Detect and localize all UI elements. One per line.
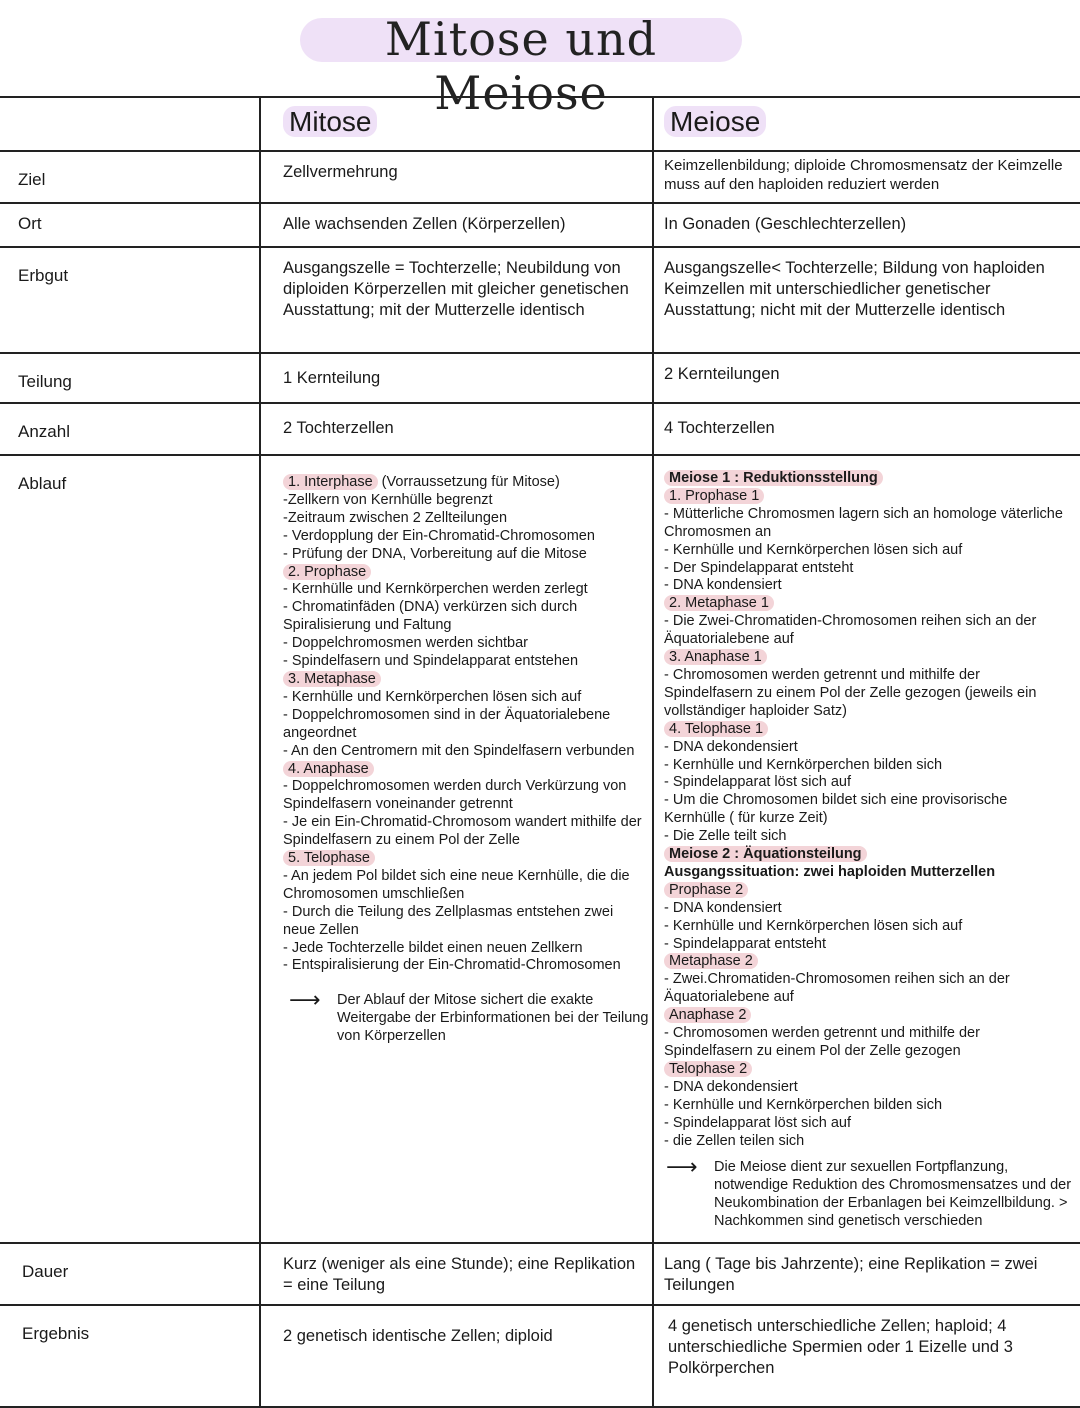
- row-teilung: [0, 353, 1080, 403]
- step-text: -Zeitraum zwischen 2 Zellteilungen: [283, 509, 508, 526]
- step-heading: [283, 850, 644, 868]
- meiose-cell: In Gonaden (Geschlechterzellen): [664, 215, 907, 233]
- step-line: [283, 904, 644, 940]
- step-text: - Kernhülle und Kernkörperchen lösen sich auf: [283, 688, 582, 705]
- comparison-table: [0, 96, 1080, 1408]
- step-text: - DNA dekondensiert: [664, 1078, 798, 1095]
- step-text: - Doppelchromosomen werden durch Verkürzung von Spindelfasern voneinander getrennt: [283, 778, 627, 813]
- row-label: Dauer: [22, 1262, 69, 1281]
- step-line: [664, 900, 1072, 918]
- arrow-right-icon: ⟶: [289, 987, 321, 1013]
- step-line: [283, 814, 644, 850]
- mitose-conclusion: [261, 987, 652, 1045]
- step-line: [283, 528, 644, 546]
- step-line: [664, 918, 1072, 936]
- mitose-cell: Zellvermehrung: [283, 163, 398, 181]
- step-text: - Mütterliche Chromosmen lagern sich an homologe väterliche Chromosmen an: [664, 505, 1063, 540]
- step-line: [664, 936, 1072, 954]
- step-heading: [664, 470, 1072, 488]
- phase-highlight: 2. Metaphase 1: [664, 595, 774, 611]
- mitose-cell: Alle wachsenden Zellen (Körperzellen): [283, 215, 566, 233]
- step-text: - Kernhülle und Kernkörperchen bilden sich: [664, 756, 943, 773]
- step-line: [664, 971, 1072, 1007]
- step-text: (Vorraussetzung für Mitose): [377, 474, 560, 490]
- step-line: [664, 1115, 1072, 1133]
- step-line: [664, 1133, 1072, 1151]
- mitose-cell: Ausgangszelle = Tochterzelle; Neubildung von diploiden Körperzellen mit gleicher genetischen Ausstattung; mit der Mutterzelle identisch: [283, 259, 629, 319]
- meiose-cell: 4 genetisch unterschiedliche Zellen; haploid; 4 unterschiedliche Spermien oder 1 Eizelle und 3 Polkörperchen: [668, 1317, 1013, 1377]
- mitose-cell: Kurz (weniger als eine Stunde); eine Replikation = eine Teilung: [283, 1255, 636, 1294]
- step-heading: [664, 1061, 1072, 1079]
- step-text: - DNA kondensiert: [664, 899, 782, 916]
- step-line: [664, 792, 1072, 828]
- step-line: [664, 613, 1072, 649]
- phase-highlight: 4. Anaphase: [283, 761, 374, 777]
- phase-highlight: Prophase 2: [664, 882, 748, 898]
- step-line: [283, 957, 644, 975]
- step-text: - Spindelapparat löst sich auf: [664, 774, 851, 791]
- phase-highlight: 1. Interphase: [283, 474, 378, 490]
- step-text: - Spindelapparat entsteht: [664, 935, 827, 952]
- row-label: Ergebnis: [22, 1324, 90, 1343]
- step-text: - Jede Tochterzelle bildet einen neuen Zellkern: [283, 939, 583, 956]
- mitose-cell: 1 Kernteilung: [283, 369, 381, 387]
- mitose-cell: 2 Tochterzellen: [283, 419, 394, 437]
- meiose-conclusion: [654, 1154, 1080, 1230]
- step-text: - Doppelchromosmen werden sichtbar: [283, 635, 528, 652]
- row-label: Anzahl: [18, 422, 70, 441]
- meiose-conclusion-text: Die Meiose dient zur sexuellen Fortpflanzung, notwendige Reduktion des Chromosmensatzes und der Neukombination der Erbanlagen bei Keimzellbildung. > Nachkommen sind genetisch verschieden: [714, 1159, 1072, 1230]
- row-ergebnis: [0, 1305, 1080, 1407]
- row-label: Ort: [18, 214, 42, 233]
- step-heading: [664, 595, 1072, 613]
- step-line: [283, 653, 644, 671]
- step-line: [283, 778, 644, 814]
- step-line: [283, 743, 644, 761]
- phase-highlight: 1. Prophase 1: [664, 488, 764, 504]
- step-line: [664, 1097, 1072, 1115]
- step-line: [283, 868, 644, 904]
- step-text: - Kernhülle und Kernkörperchen lösen sich auf: [664, 541, 963, 558]
- row-ablauf: [0, 455, 1080, 1243]
- step-line: [664, 739, 1072, 757]
- step-heading: [283, 761, 644, 779]
- meiose-cell: Ausgangszelle< Tochterzelle; Bildung von haploiden Keimzellen mit unterschiedlicher genetischer Ausstattung; nicht mit der Mutterzelle identisch: [664, 259, 1045, 319]
- meiose-cell: 2 Kernteilungen: [664, 365, 780, 383]
- step-line: [283, 581, 644, 599]
- phase-highlight: 4. Telophase 1: [664, 721, 768, 737]
- step-heading: [664, 721, 1072, 739]
- row-label: Teilung: [18, 372, 72, 391]
- step-heading: [664, 846, 1072, 864]
- step-text: -Zellkern von Kernhülle begrenzt: [283, 491, 493, 508]
- step-line: [664, 577, 1072, 595]
- step-text: - Spindelapparat löst sich auf: [664, 1114, 851, 1131]
- mitose-conclusion-text: Der Ablauf der Mitose sichert die exakte Weitergabe der Erbinformationen bei der Teilung von Körperzellen: [337, 992, 649, 1045]
- step-line: [283, 635, 644, 653]
- step-line: [664, 774, 1072, 792]
- phase-highlight: Metaphase 2: [664, 953, 758, 969]
- row-ziel: [0, 151, 1080, 203]
- phase-highlight: 3. Anaphase 1: [664, 649, 767, 665]
- step-heading: [283, 474, 644, 492]
- step-heading: [664, 649, 1072, 667]
- step-line: [283, 940, 644, 958]
- step-line: [664, 1025, 1072, 1061]
- step-text: - Kernhülle und Kernkörperchen bilden sich: [664, 1096, 943, 1113]
- step-text: - Durch die Teilung des Zellplasmas entstehen zwei neue Zellen: [283, 903, 614, 938]
- step-line: [283, 546, 644, 564]
- step-text: - DNA dekondensiert: [664, 738, 798, 755]
- mitose-steps: [261, 456, 652, 983]
- phase-highlight: 3. Metaphase: [283, 671, 381, 687]
- step-heading: [283, 564, 644, 582]
- step-text: - Die Zwei-Chromatiden-Chromosomen reihen sich an der Äquatorialebene auf: [664, 613, 1037, 648]
- step-text: - Der Spindelapparat entsteht: [664, 559, 854, 576]
- step-text: - An jedem Pol bildet sich eine neue Kernhülle, die die Chromosomen umschließen: [283, 867, 630, 902]
- arrow-right-icon: ⟶: [666, 1154, 698, 1180]
- meiose-cell: Keimzellenbildung; diploide Chromosmensatz der Keimzelle muss auf den haploiden reduziert werden: [664, 157, 1063, 193]
- phase-highlight: Telophase 2: [664, 1061, 752, 1077]
- step-line: [283, 689, 644, 707]
- page-title: Mitose und Meiose: [384, 12, 658, 120]
- row-anzahl: [0, 403, 1080, 455]
- row-erbgut: [0, 247, 1080, 353]
- header-mitose: Mitose: [283, 106, 377, 137]
- step-heading: [664, 1007, 1072, 1025]
- step-text: - Doppelchromosomen sind in der Äquatorialebene angeordnet: [283, 706, 611, 741]
- step-heading: [283, 671, 644, 689]
- step-line: [664, 667, 1072, 721]
- header-meiose: Meiose: [664, 106, 766, 137]
- row-dauer: [0, 1243, 1080, 1305]
- step-text: Ausgangssituation: zwei haploiden Mutterzellen: [664, 863, 996, 880]
- step-text: - Chromosomen werden getrennt und mithilfe der Spindelfasern zu einem Pol der Zelle gezogen (jeweils ein vollständiger haploider Satz): [664, 666, 1037, 719]
- step-line: [664, 1079, 1072, 1097]
- step-text: - Um die Chromosomen bildet sich eine provisorische Kernhülle ( für kurze Zeit): [664, 792, 1008, 827]
- step-line: [283, 510, 644, 528]
- phase-highlight: 2. Prophase: [283, 564, 371, 580]
- step-text: - Entspiralisierung der Ein-Chromatid-Chromosomen: [283, 957, 621, 974]
- step-text: - Prüfung der DNA, Vorbereitung auf die Mitose: [283, 545, 587, 562]
- step-text: - Je ein Ein-Chromatid-Chromosom wandert mithilfe der Spindelfasern zu einem Pol der Zelle: [283, 814, 642, 849]
- meiose-cell: 4 Tochterzellen: [664, 419, 775, 437]
- step-heading: [664, 488, 1072, 506]
- step-line: [664, 542, 1072, 560]
- title-highlight: [300, 12, 742, 120]
- step-line: [283, 492, 644, 510]
- step-line: [664, 757, 1072, 775]
- step-line: [664, 828, 1072, 846]
- phase-highlight: Meiose 2 : Äquationsteilung: [664, 846, 867, 862]
- header-row: [0, 97, 1080, 151]
- step-text: - Chromatinfäden (DNA) verkürzen sich durch Spiralisierung und Faltung: [283, 599, 578, 634]
- phase-highlight: Anaphase 2: [664, 1007, 751, 1023]
- meiose-cell: Lang ( Tage bis Jahrzente); eine Replikation = zwei Teilungen: [664, 1255, 1038, 1294]
- mitose-cell: 2 genetisch identische Zellen; diploid: [283, 1327, 553, 1345]
- step-text: - die Zellen teilen sich: [664, 1132, 805, 1149]
- step-text: - An den Centromern mit den Spindelfasern verbunden: [283, 742, 635, 759]
- step-text: - Kernhülle und Kernkörperchen lösen sich auf: [664, 917, 963, 934]
- step-text: - Verdopplung der Ein-Chromatid-Chromosomen: [283, 527, 595, 544]
- step-text: - Chromosomen werden getrennt und mithilfe der Spindelfasern zu einem Pol der Zelle gezogen: [664, 1025, 980, 1059]
- meiose-steps: [654, 456, 1080, 1158]
- step-line: [664, 560, 1072, 578]
- step-text: - Spindelfasern und Spindelapparat entstehen: [283, 653, 579, 670]
- step-line: [283, 599, 644, 635]
- row-ort: [0, 203, 1080, 247]
- step-heading: [664, 953, 1072, 971]
- step-line: [664, 506, 1072, 542]
- step-line: [664, 864, 1072, 882]
- step-text: - Zwei.Chromatiden-Chromosomen reihen sich an der Äquatorialebene auf: [664, 971, 1010, 1006]
- step-text: - Kernhülle und Kernkörperchen werden zerlegt: [283, 581, 588, 598]
- row-label: Ablauf: [18, 474, 67, 493]
- step-text: - DNA kondensiert: [664, 577, 782, 594]
- row-label: Erbgut: [18, 266, 69, 285]
- step-line: [283, 707, 644, 743]
- phase-highlight: 5. Telophase: [283, 850, 375, 866]
- phase-highlight: Meiose 1 : Reduktionsstellung: [664, 470, 883, 486]
- step-heading: [664, 882, 1072, 900]
- step-text: - Die Zelle teilt sich: [664, 828, 787, 845]
- row-label: Ziel: [18, 170, 46, 189]
